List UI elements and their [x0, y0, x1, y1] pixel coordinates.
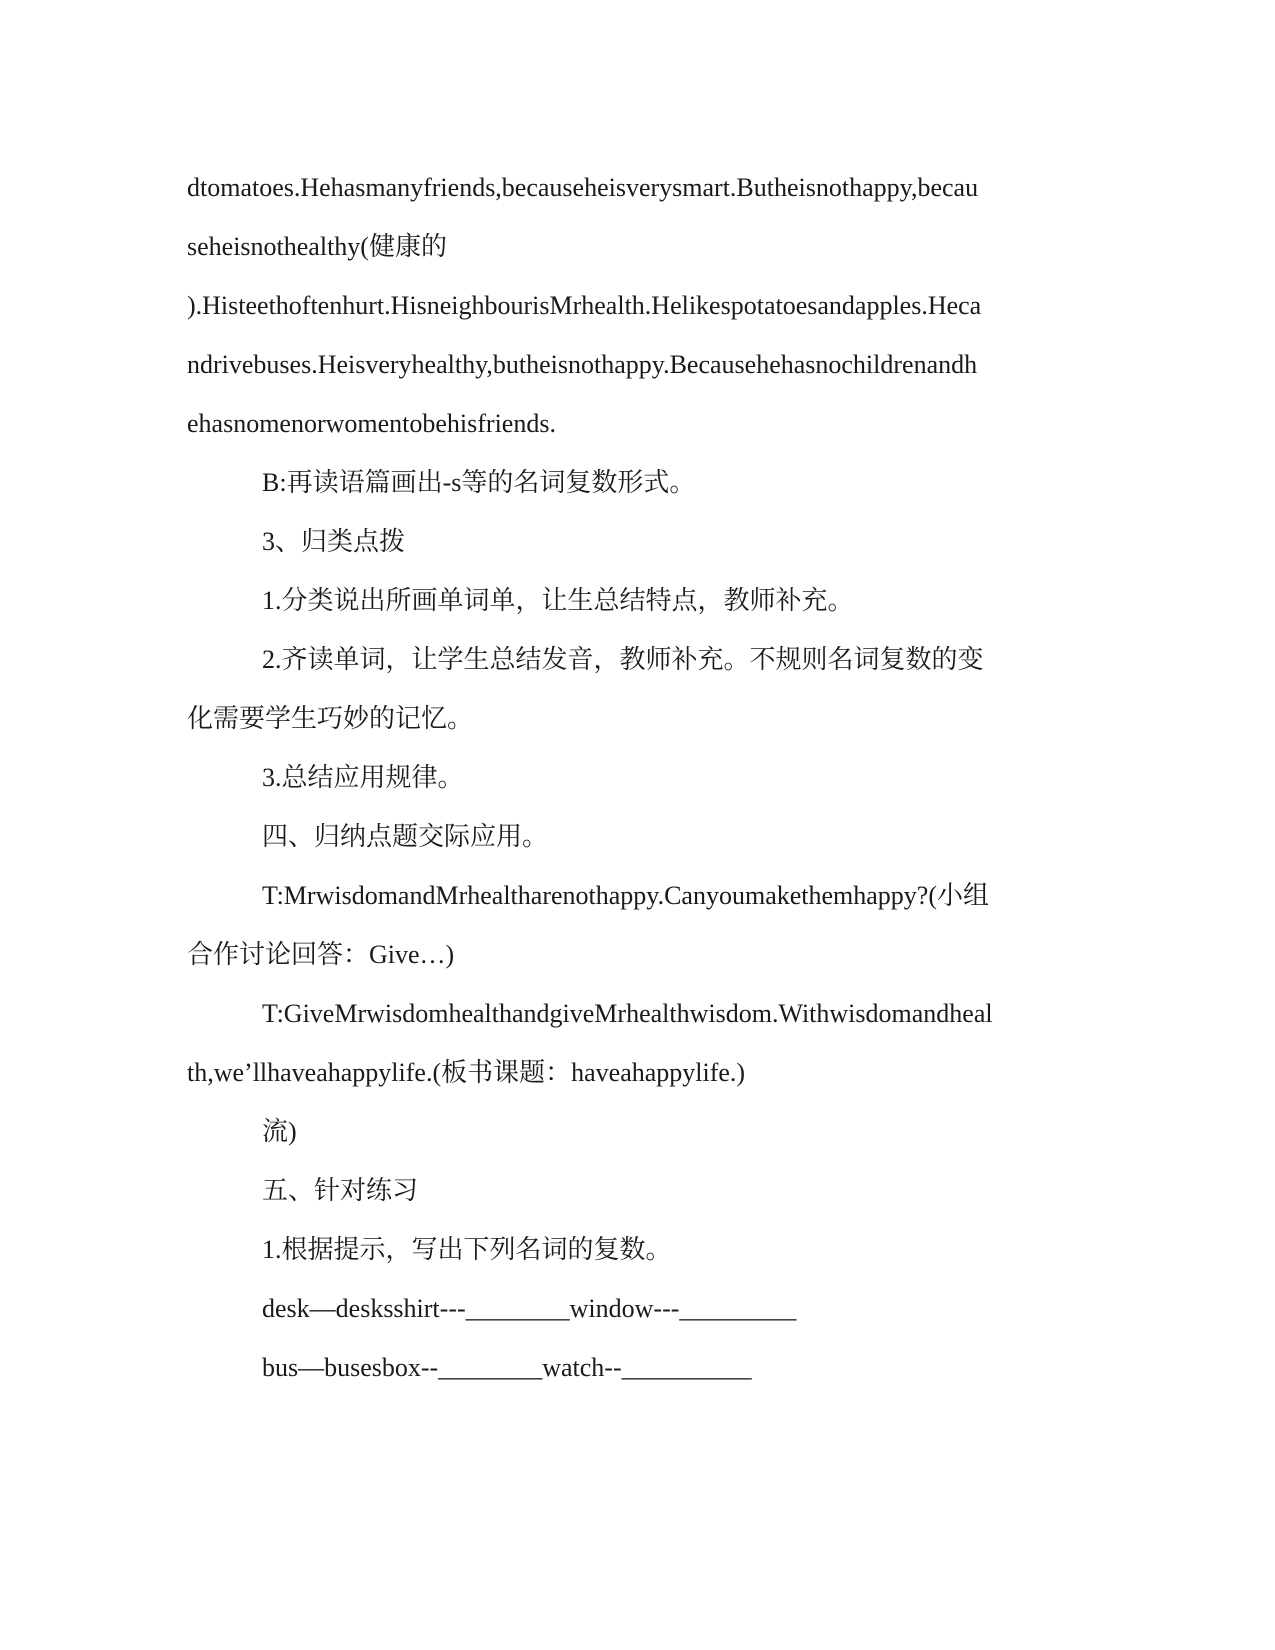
paragraph-line: 流) — [262, 1117, 297, 1146]
section-heading: 四、归纳点题交际应用。 — [262, 822, 549, 851]
list-item: 2.齐读单词，让学生总结发音，教师补充。不规则名词复数的变 — [262, 645, 984, 674]
paragraph-line: B:再读语篇画出-s等的名词复数形式。 — [262, 468, 696, 497]
exercise-line: bus—busesbox--________watch--__________ — [262, 1353, 752, 1382]
list-item: 1.分类说出所画单词单，让生总结特点，教师补充。 — [262, 586, 854, 615]
paragraph-line: dtomatoes.Hehasmanyfriends,becauseheisverysmart.Butheisnothappy,becau — [187, 173, 979, 202]
list-item: 3.总结应用规律。 — [262, 763, 464, 792]
paragraph-line: T:GiveMrwisdomhealthandgiveMrhealthwisdom.Withwisdomandheal — [262, 999, 993, 1028]
paragraph-line: 合作讨论回答：Give…) — [187, 940, 455, 969]
paragraph-line: ).Histeethoftenhurt.HisneighbourisMrhealth.Helikespotatoesandapples.Heca — [187, 291, 982, 320]
exercise-instruction: 1.根据提示，写出下列名词的复数。 — [262, 1235, 672, 1264]
section-heading: 3、归类点拨 — [262, 527, 406, 556]
paragraph-line: T:MrwisdomandMrhealtharenothappy.Canyoumakethemhappy?(小组 — [262, 881, 989, 910]
list-item-continuation: 化需要学生巧妙的记忆。 — [187, 704, 474, 733]
paragraph-line: ndrivebuses.Heisveryhealthy,butheisnothappy.Becausehehasnochildrenandh — [187, 350, 978, 379]
paragraph-line: ehasnomenorwomentobehisfriends. — [187, 409, 556, 438]
paragraph-line: seheisnothealthy(健康的 — [187, 232, 447, 261]
paragraph-line: th,we’llhaveahappylife.(板书课题：haveahappylife.) — [187, 1058, 746, 1087]
section-heading: 五、针对练习 — [262, 1176, 419, 1205]
exercise-line: desk—desksshirt---________window---_________ — [262, 1294, 797, 1323]
